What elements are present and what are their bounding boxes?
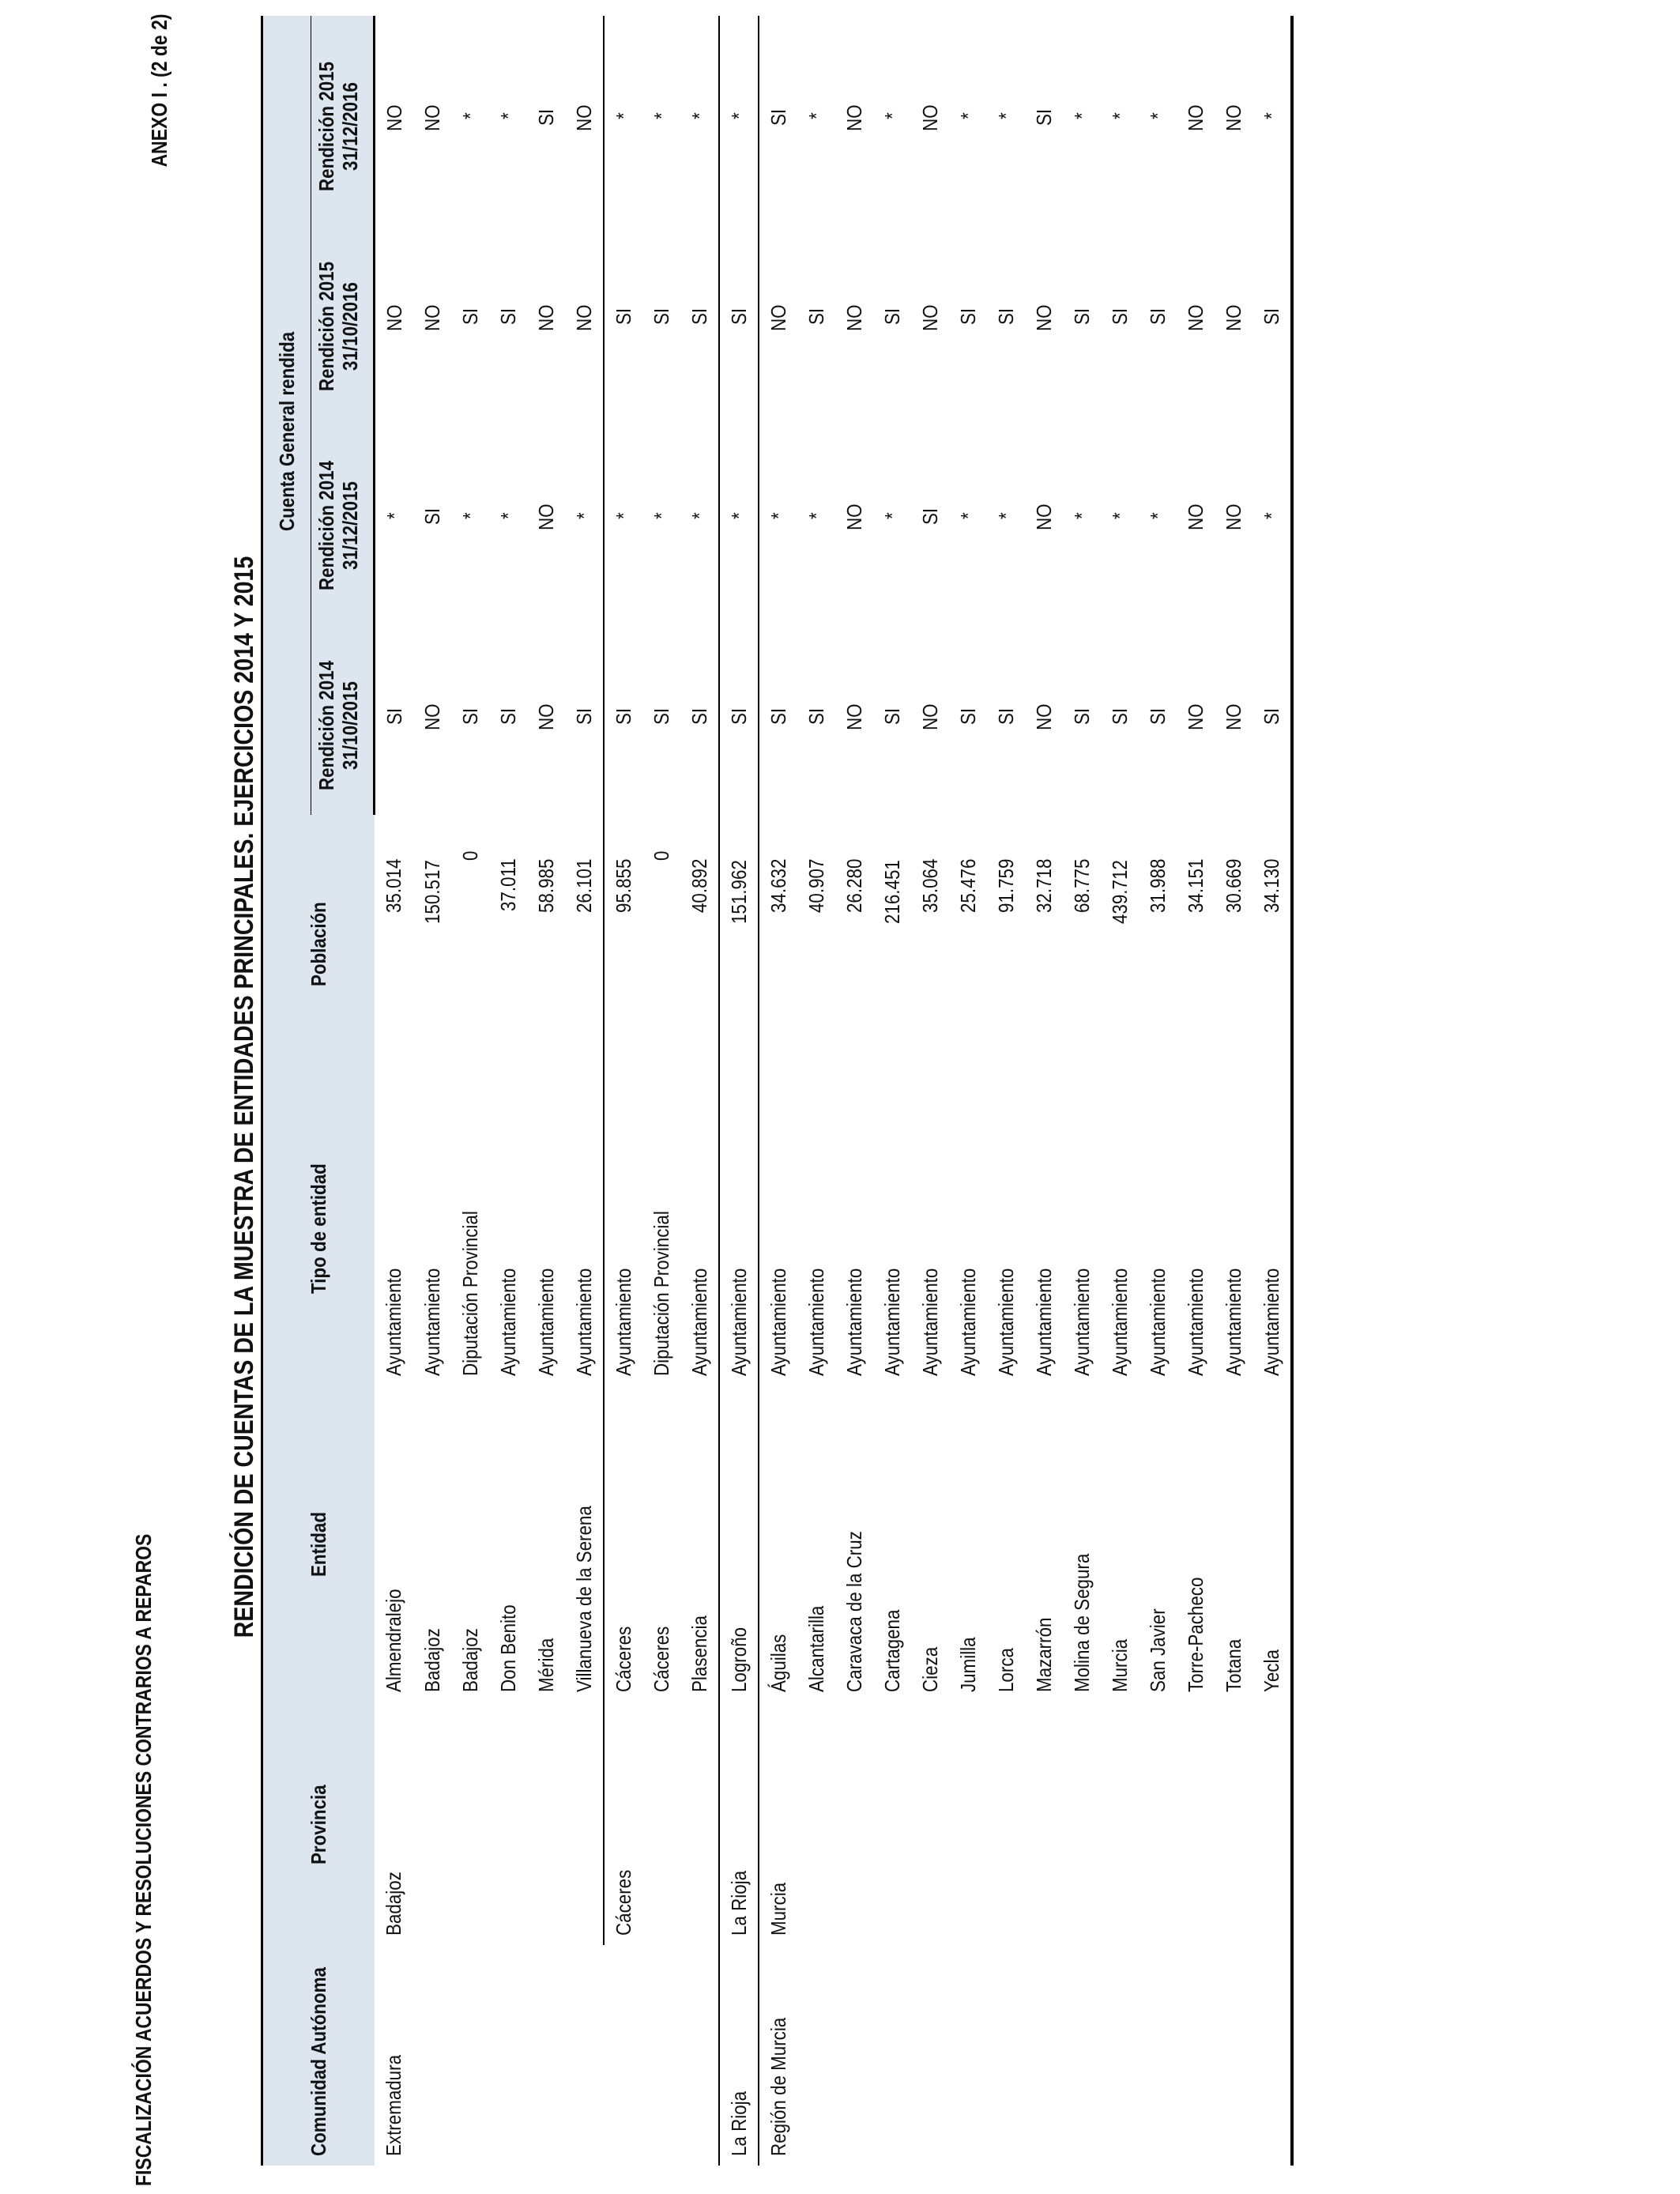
cell-r2015-oct: SI <box>1145 308 1170 326</box>
cell-comunidad <box>1177 1945 1215 2166</box>
cell-tipo: Diputación Provincial <box>458 1211 482 1377</box>
cell-entidad: Logroño <box>719 1385 759 1702</box>
cell-r2015-dec: * <box>719 16 759 216</box>
cell-poblacion: 37.011 <box>495 858 520 911</box>
cell-provincia <box>911 1702 949 1945</box>
table-row <box>1215 16 1252 2166</box>
table-row <box>987 16 1025 2166</box>
cell-poblacion: 58.985 <box>533 858 558 913</box>
cell-poblacion: 216.451 <box>880 860 904 924</box>
cell-r2015-oct: NO <box>382 304 406 331</box>
cell-entidad: Murcia <box>1107 1638 1132 1692</box>
cell-poblacion: 32.718 <box>1031 858 1056 913</box>
cell-comunidad: Extremadura <box>381 2054 405 2156</box>
cell-r2014-dec: NO <box>1031 503 1056 531</box>
cell-comunidad <box>489 1945 527 2166</box>
cell-tipo: Ayuntamiento <box>495 1268 520 1377</box>
cell-r2014-dec: NO <box>1221 503 1245 531</box>
cell-r2015-oct: SI <box>1252 216 1292 416</box>
cell-r2015-oct: SI <box>495 308 520 326</box>
cell-poblacion: 151.962 <box>719 815 759 1061</box>
cell-r2014-dec: * <box>687 512 711 519</box>
cell-r2015-dec: * <box>604 16 642 216</box>
cell-r2015-oct: SI <box>1107 308 1132 326</box>
cell-provincia <box>1139 1702 1177 1945</box>
cell-provincia <box>873 1702 911 1945</box>
cell-poblacion: 35.064 <box>917 858 942 913</box>
cell-r2015-dec: * <box>1252 16 1292 216</box>
cell-r2015-dec: NO <box>382 104 406 131</box>
cell-provincia <box>680 1702 719 1945</box>
cell-r2015-oct: NO <box>1183 304 1207 331</box>
cell-r2014-dec: * <box>955 512 980 519</box>
cell-entidad: Alcantarilla <box>804 1605 828 1692</box>
cell-entidad: San Javier <box>1145 1608 1170 1692</box>
cell-tipo: Ayuntamiento <box>719 1061 759 1386</box>
cell-tipo: Ayuntamiento <box>759 1061 797 1386</box>
cell-r2015-oct: SI <box>649 308 673 326</box>
cell-entidad: Lorca <box>993 1647 1018 1692</box>
cell-r2014-dec: * <box>382 512 406 519</box>
cell-comunidad <box>604 1945 642 2166</box>
cell-r2015-dec: SI <box>533 108 558 126</box>
cell-entidad: Badajoz <box>420 1627 444 1692</box>
cell-r2014-oct: SI <box>759 615 797 815</box>
col-tipo: Tipo de entidad <box>262 1061 375 1386</box>
cell-provincia: Cáceres <box>604 1702 642 1945</box>
cell-provincia <box>565 1702 604 1945</box>
cell-provincia <box>1025 1702 1063 1945</box>
table-row <box>911 16 949 2166</box>
table-row <box>375 16 414 2166</box>
cell-provincia <box>413 1702 451 1945</box>
cell-provincia <box>1215 1702 1252 1945</box>
col-comunidad: Comunidad Autónoma <box>262 1945 375 2166</box>
cell-r2014-dec: * <box>804 512 828 519</box>
cell-provincia <box>797 1702 835 1945</box>
document-title: RENDICIÓN DE CUENTAS DE LA MUESTRA DE ENTIDADES PRINCIPALES. EJERCICIOS 2014 Y 2015 <box>229 556 259 1638</box>
cell-r2015-dec: * <box>955 112 980 120</box>
cell-comunidad <box>1101 1945 1139 2166</box>
cell-entidad: Cáceres <box>649 1626 673 1692</box>
col-poblacion: Población <box>262 815 375 1061</box>
cell-r2015-oct: SI <box>1069 308 1094 326</box>
cell-poblacion: 439.712 <box>1107 860 1132 924</box>
cell-comunidad <box>565 1945 604 2166</box>
cell-tipo: Ayuntamiento <box>880 1268 904 1377</box>
cell-r2015-dec: NO <box>842 104 866 131</box>
cell-tipo: Ayuntamiento <box>1221 1268 1245 1377</box>
table-row <box>527 16 565 2166</box>
cell-r2015-oct: NO <box>759 216 797 416</box>
cell-poblacion: 26.280 <box>842 858 866 913</box>
cell-comunidad: La Rioja <box>719 1945 759 2166</box>
cell-entidad: Mérida <box>533 1638 558 1692</box>
cell-r2015-dec: * <box>458 112 482 120</box>
cell-provincia: Badajoz <box>381 1871 405 1936</box>
cell-r2014-oct: SI <box>649 707 673 725</box>
cell-tipo: Ayuntamiento <box>533 1268 558 1377</box>
cell-entidad: Cartagena <box>880 1609 904 1692</box>
cell-r2015-dec: * <box>1069 112 1094 120</box>
cell-entidad: Totana <box>1221 1638 1245 1692</box>
table-row <box>451 16 489 2166</box>
table-row <box>719 16 759 2166</box>
cell-provincia <box>527 1702 565 1945</box>
cell-poblacion: 35.014 <box>381 858 405 913</box>
cell-poblacion: 34.632 <box>759 815 797 1061</box>
cell-provincia <box>642 1702 680 1945</box>
cell-entidad: Plasencia <box>687 1615 711 1692</box>
cell-r2014-oct: SI <box>495 707 520 725</box>
cell-poblacion: 25.476 <box>955 858 980 913</box>
running-header: FISCALIZACIÓN ACUERDOS Y RESOLUCIONES CONTRARIOS A REPAROS <box>131 1533 156 2186</box>
table-row <box>680 16 719 2166</box>
cell-r2014-dec: * <box>1069 512 1094 519</box>
cell-r2015-oct: NO <box>917 304 942 331</box>
col-rendicion-2015-dec: Rendición 2015 31/12/2016 <box>311 16 375 216</box>
cell-tipo: Ayuntamiento <box>381 1268 405 1377</box>
cell-comunidad <box>911 1945 949 2166</box>
col-rendicion-2015-oct: Rendición 2015 31/10/2016 <box>311 216 375 416</box>
cell-poblacion: 91.759 <box>993 858 1018 913</box>
cell-r2015-dec: NO <box>1183 104 1207 131</box>
cell-r2014-dec: * <box>649 512 673 519</box>
cell-comunidad <box>1025 1945 1063 2166</box>
cell-provincia: La Rioja <box>719 1702 759 1945</box>
cell-tipo: Ayuntamiento <box>955 1268 980 1377</box>
cell-r2015-dec: * <box>649 112 673 120</box>
cell-tipo: Ayuntamiento <box>1145 1268 1170 1377</box>
cell-comunidad <box>1063 1945 1101 2166</box>
cell-r2015-oct: NO <box>1221 304 1245 331</box>
cell-poblacion: 34.151 <box>1183 858 1207 913</box>
cell-r2015-dec: NO <box>571 104 596 131</box>
cell-r2014-oct: NO <box>917 703 942 731</box>
cell-poblacion: 68.775 <box>1069 858 1094 913</box>
cell-r2014-oct: NO <box>1221 703 1245 731</box>
cell-r2014-dec: * <box>604 416 642 616</box>
cell-r2014-dec: * <box>880 512 904 519</box>
cell-entidad: Almendralejo <box>381 1589 405 1692</box>
cell-r2014-dec: SI <box>420 508 444 526</box>
cell-tipo: Ayuntamiento <box>993 1268 1018 1377</box>
table-row <box>1139 16 1177 2166</box>
cell-poblacion: 95.855 <box>604 815 642 1061</box>
cell-r2014-oct: SI <box>955 707 980 725</box>
cell-entidad: Águilas <box>759 1385 797 1702</box>
table-row <box>1252 16 1292 2166</box>
cell-provincia <box>1177 1702 1215 1945</box>
table-row <box>1063 16 1101 2166</box>
cell-r2014-dec: * <box>759 416 797 616</box>
cell-r2015-dec: * <box>880 112 904 120</box>
table-header <box>262 16 375 2166</box>
cell-tipo: Ayuntamiento <box>604 1061 642 1386</box>
cell-tipo: Ayuntamiento <box>420 1268 444 1377</box>
table-row <box>873 16 911 2166</box>
cell-r2015-dec: SI <box>1031 108 1056 126</box>
cell-poblacion: 40.892 <box>687 858 711 913</box>
cell-poblacion: 34.130 <box>1252 815 1292 1061</box>
cell-provincia <box>949 1702 987 1945</box>
cell-r2014-oct: SI <box>687 707 711 725</box>
cell-r2015-dec: * <box>1145 112 1170 120</box>
cell-r2014-oct: NO <box>533 703 558 731</box>
cell-comunidad <box>987 1945 1025 2166</box>
cell-r2014-oct: SI <box>382 707 406 725</box>
cell-r2015-dec: * <box>1107 112 1132 120</box>
cell-r2015-oct: NO <box>1031 304 1056 331</box>
cell-comunidad <box>1252 1945 1292 2166</box>
cell-r2015-oct: SI <box>458 308 482 326</box>
cell-comunidad <box>527 1945 565 2166</box>
cell-r2014-dec: * <box>719 416 759 616</box>
cell-r2015-oct: NO <box>533 304 558 331</box>
cell-tipo: Ayuntamiento <box>842 1268 866 1377</box>
col-entidad: Entidad <box>262 1385 375 1702</box>
cell-entidad: Cáceres <box>604 1385 642 1702</box>
cell-entidad: Caravaca de la Cruz <box>842 1530 866 1692</box>
cell-entidad: Cieza <box>917 1646 942 1692</box>
cell-tipo: Ayuntamiento <box>1031 1268 1056 1377</box>
cell-tipo: Ayuntamiento <box>687 1268 711 1377</box>
cell-tipo: Ayuntamiento <box>1107 1268 1132 1377</box>
cell-comunidad <box>451 1945 489 2166</box>
cell-entidad: Badajoz <box>458 1627 482 1692</box>
cell-r2015-oct: SI <box>719 216 759 416</box>
cell-tipo: Ayuntamiento <box>1183 1268 1207 1377</box>
cell-provincia <box>1063 1702 1101 1945</box>
cell-poblacion: 31.988 <box>1145 858 1170 913</box>
cell-r2014-dec: * <box>993 512 1018 519</box>
cell-r2015-oct: SI <box>993 308 1018 326</box>
cell-poblacion: 150.517 <box>420 860 444 924</box>
cell-comunidad <box>835 1945 873 2166</box>
cell-r2015-dec: SI <box>759 16 797 216</box>
cell-r2015-dec: * <box>495 112 520 120</box>
cell-entidad: Villanueva de la Serena <box>571 1505 596 1692</box>
cell-r2014-dec: * <box>495 512 520 519</box>
cell-r2015-dec: * <box>804 112 828 120</box>
cell-comunidad <box>1139 1945 1177 2166</box>
table-row <box>797 16 835 2166</box>
cell-poblacion: 26.101 <box>571 858 596 913</box>
cell-tipo: Ayuntamiento <box>571 1268 596 1377</box>
table-body <box>375 16 1293 2166</box>
cell-r2014-dec: NO <box>842 503 866 531</box>
cell-poblacion: 40.907 <box>804 858 828 913</box>
cell-r2014-dec: * <box>571 512 596 519</box>
cell-r2015-dec: NO <box>1221 104 1245 131</box>
cell-comunidad <box>797 1945 835 2166</box>
cell-r2014-oct: SI <box>1145 707 1170 725</box>
cell-r2014-oct: SI <box>1069 707 1094 725</box>
cell-r2015-dec: NO <box>917 104 942 131</box>
annex-label: ANEXO I . (2 de 2) <box>147 14 171 168</box>
cell-r2015-oct: NO <box>571 304 596 331</box>
accounts-table <box>261 16 1294 2166</box>
cell-provincia <box>835 1702 873 1945</box>
cell-comunidad <box>873 1945 911 2166</box>
cell-comunidad <box>680 1945 719 2166</box>
cell-entidad: Molina de Segura <box>1069 1553 1094 1692</box>
col-cuenta-general: Cuenta General rendida <box>262 16 311 815</box>
table-row <box>489 16 527 2166</box>
cell-tipo: Diputación Provincial <box>649 1211 673 1377</box>
cell-r2014-dec: * <box>1145 512 1170 519</box>
cell-r2014-oct: SI <box>804 707 828 725</box>
cell-tipo: Ayuntamiento <box>1252 1061 1292 1386</box>
cell-r2015-oct: NO <box>420 304 444 331</box>
cell-r2014-dec: NO <box>1183 503 1207 531</box>
cell-r2014-oct: NO <box>1031 703 1056 731</box>
cell-r2015-oct: SI <box>804 308 828 326</box>
table-row <box>565 16 604 2166</box>
table-row <box>835 16 873 2166</box>
cell-provincia <box>489 1702 527 1945</box>
cell-r2014-dec: * <box>458 512 482 519</box>
cell-r2014-oct: NO <box>420 703 444 731</box>
cell-r2014-dec: NO <box>533 503 558 531</box>
cell-r2015-oct: SI <box>604 216 642 416</box>
cell-comunidad <box>1215 1945 1252 2166</box>
cell-r2014-oct: SI <box>571 707 596 725</box>
cell-provincia <box>1252 1702 1292 1945</box>
cell-comunidad <box>413 1945 451 2166</box>
cell-r2014-oct: SI <box>719 615 759 815</box>
cell-tipo: Ayuntamiento <box>1069 1268 1094 1377</box>
cell-entidad: Torre-Pacheco <box>1183 1577 1207 1692</box>
cell-entidad: Yecla <box>1252 1385 1292 1702</box>
cell-r2014-oct: SI <box>993 707 1018 725</box>
table-row <box>1025 16 1063 2166</box>
cell-r2014-oct: SI <box>880 707 904 725</box>
cell-poblacion: 0 <box>649 851 673 861</box>
table-row <box>413 16 451 2166</box>
cell-r2015-dec: NO <box>420 104 444 131</box>
cell-tipo: Ayuntamiento <box>917 1268 942 1377</box>
cell-r2015-oct: NO <box>842 304 866 331</box>
col-rendicion-2014-dec: Rendición 2014 31/12/2015 <box>311 416 375 616</box>
cell-provincia <box>1101 1702 1139 1945</box>
cell-comunidad <box>949 1945 987 2166</box>
cell-provincia <box>451 1702 489 1945</box>
cell-r2014-oct: SI <box>604 615 642 815</box>
cell-r2014-dec: SI <box>917 508 942 526</box>
cell-comunidad: Región de Murcia <box>759 1945 797 2166</box>
cell-poblacion: 30.669 <box>1221 858 1245 913</box>
table-row <box>759 16 797 2166</box>
table-row <box>1177 16 1215 2166</box>
cell-r2015-oct: SI <box>687 308 711 326</box>
cell-r2014-oct: NO <box>842 703 866 731</box>
cell-r2014-oct: SI <box>1107 707 1132 725</box>
cell-r2014-dec: * <box>1252 416 1292 616</box>
table-row <box>642 16 680 2166</box>
col-provincia: Provincia <box>262 1702 375 1945</box>
cell-poblacion: 0 <box>458 851 482 861</box>
table-row <box>604 16 642 2166</box>
cell-entidad: Don Benito <box>495 1604 520 1692</box>
cell-r2014-dec: * <box>1107 512 1132 519</box>
cell-entidad: Jumilla <box>955 1637 980 1692</box>
table-row <box>1101 16 1139 2166</box>
cell-r2015-oct: SI <box>880 308 904 326</box>
cell-r2014-oct: SI <box>458 707 482 725</box>
col-rendicion-2014-oct: Rendición 2014 31/10/2015 <box>311 615 375 815</box>
cell-r2015-oct: SI <box>955 308 980 326</box>
cell-r2014-oct: NO <box>1183 703 1207 731</box>
cell-provincia <box>987 1702 1025 1945</box>
cell-provincia: Murcia <box>759 1702 797 1945</box>
cell-r2015-dec: * <box>993 112 1018 120</box>
table-row <box>949 16 987 2166</box>
cell-tipo: Ayuntamiento <box>804 1268 828 1377</box>
cell-r2014-oct: SI <box>1252 615 1292 815</box>
cell-comunidad <box>642 1945 680 2166</box>
cell-r2015-dec: * <box>687 112 711 120</box>
cell-entidad: Mazarrón <box>1031 1617 1056 1692</box>
